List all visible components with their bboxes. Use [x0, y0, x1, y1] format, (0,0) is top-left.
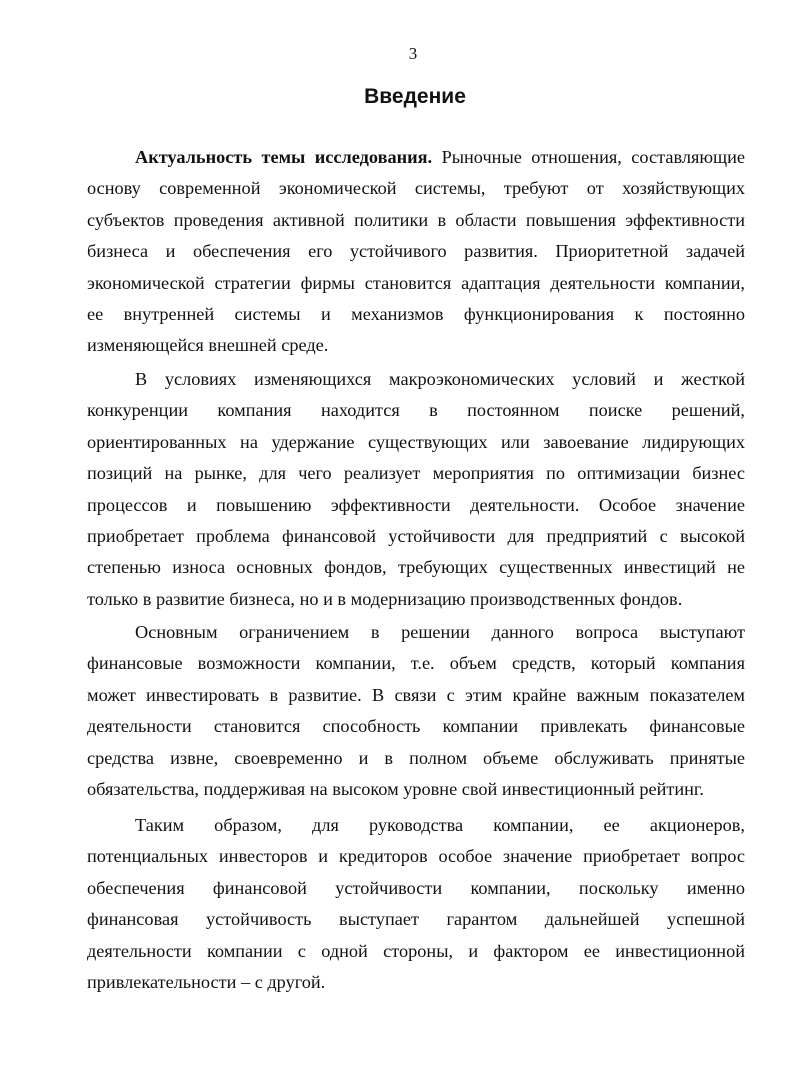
paragraph-line: привлекательности – с другой.: [87, 972, 326, 993]
paragraph-line: средства извне, своевременно и в полном объеме обслуживать принятые: [87, 747, 745, 768]
paragraph-line: ее внутренней системы и механизмов функционирования к постоянно: [87, 304, 745, 325]
paragraph-line: Таким образом, для руководства компании, ее акционеров,: [135, 815, 745, 835]
paragraph-competition: [87, 364, 745, 615]
paragraph-line: потенциальных инвесторов и кредиторов особое значение приобретает вопрос: [87, 846, 745, 867]
lead-phrase: Актуальность темы исследования.: [135, 147, 433, 167]
paragraph-line: финансовые возможности компании, т.е. объем средств, который компания: [87, 653, 745, 674]
paragraph-line: может инвестировать в развитие. В связи с этим крайне важным показателем: [87, 684, 745, 705]
paragraph-line: Актуальность темы исследования. Рыночные отношения, составляющие: [135, 147, 745, 167]
paragraph-line: субъектов проведения активной политики в области повышения эффективности: [87, 209, 745, 230]
paragraph-line: финансовая устойчивость выступает гарантом дальнейшей успешной: [87, 909, 745, 930]
paragraph-line: обязательства, поддерживая на высоком уровне свой инвестиционный рейтинг.: [87, 779, 704, 800]
paragraph-line: бизнеса и обеспечения его устойчивого развития. Приоритетной задачей: [87, 241, 745, 262]
paragraph-constraints: [87, 617, 745, 805]
paragraph-line: деятельности становится способность компании привлекать финансовые: [87, 716, 745, 737]
paragraph-line: степенью износа основных фондов, требующих существенных инвестиций не: [87, 557, 745, 578]
paragraph-line: деятельности компании с одной стороны, и фактором ее инвестиционной: [87, 940, 745, 961]
section-title: Введение: [364, 85, 466, 108]
paragraph-line: позиций на рынке, для чего реализует мероприятия по оптимизации бизнес: [87, 463, 745, 484]
paragraph-relevance: [87, 142, 745, 362]
paragraph-line: только в развитие бизнеса, но и в модернизацию производственных фондов.: [87, 588, 683, 609]
paragraph-line: экономической стратегии фирмы становится адаптация деятельности компании,: [87, 272, 745, 293]
paragraph-line: обеспечения финансовой устойчивости компании, поскольку именно: [87, 877, 745, 898]
paragraph-line: изменяющейся внешней среде.: [87, 335, 329, 356]
paragraph-line: процессов и повышению эффективности деятельности. Особое значение: [87, 494, 745, 515]
paragraph-line: основу современной экономической системы, требуют от хозяйствующих: [87, 178, 745, 199]
page-number: 3: [408, 44, 418, 63]
paragraph-line: Основным ограничением в решении данного вопроса выступают: [135, 622, 745, 642]
paragraph-line: В условиях изменяющихся макроэкономических условий и жесткой: [135, 369, 745, 389]
paragraph-line: ориентированных на удержание существующих или завоевание лидирующих: [87, 431, 745, 452]
paragraph-conclusion: [87, 810, 745, 998]
paragraph-line: конкуренции компания находится в постоянном поиске решений,: [87, 400, 745, 421]
paragraph-line: приобретает проблема финансовой устойчивости для предприятий с высокой: [87, 526, 745, 547]
